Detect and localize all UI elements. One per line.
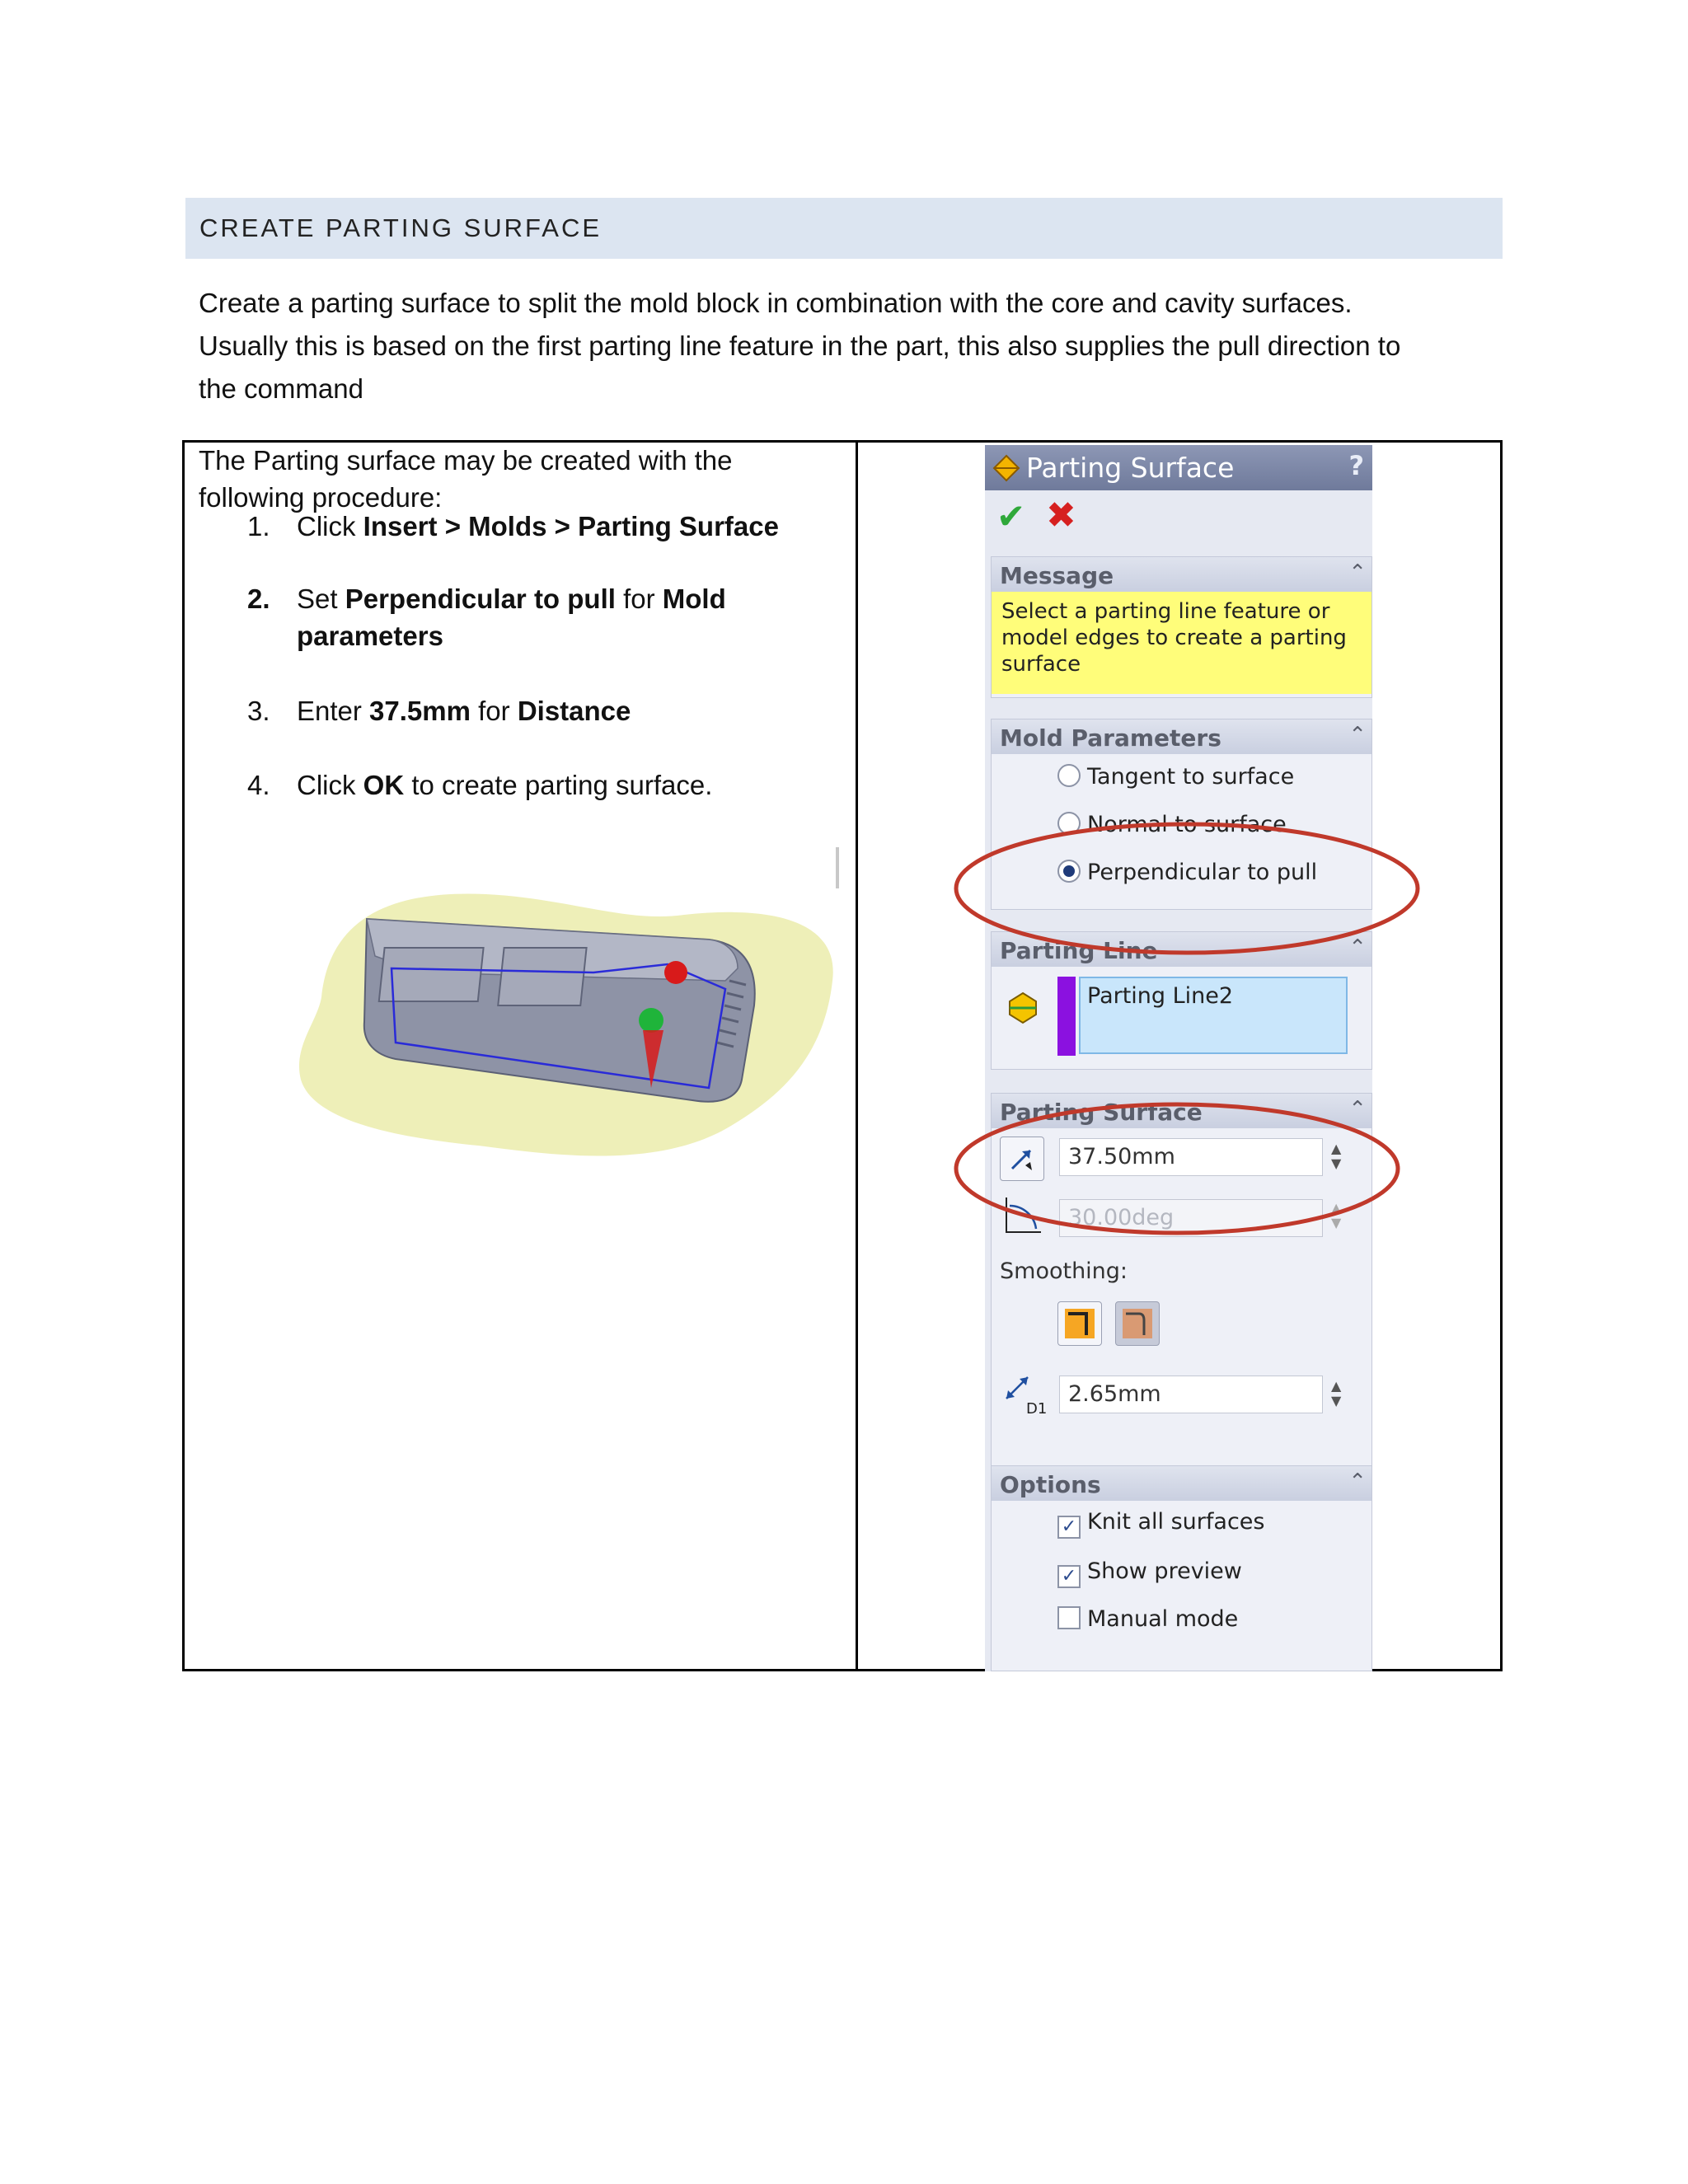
help-icon[interactable]: ? (1348, 450, 1364, 481)
red-marker (664, 961, 687, 984)
step-text (297, 508, 791, 545)
step-connector: for (470, 696, 518, 726)
selected-parting-line[interactable]: Parting Line2 (1087, 983, 1234, 1009)
group-name: Mold parameters (297, 583, 726, 651)
step-connector: for (615, 583, 663, 614)
d1-label: D1 (1026, 1400, 1048, 1418)
procedure-intro: The Parting surface may be created with the following procedure: (199, 445, 733, 513)
step-number: 2. (247, 583, 270, 614)
angle-spinner[interactable]: ▲ ▼ (1331, 1200, 1342, 1230)
radio-perpendicular-to-pull[interactable] (1057, 860, 1317, 885)
panel-title-bar (985, 445, 1372, 490)
message-group (991, 556, 1372, 698)
table-divider (856, 440, 858, 1671)
mold-part-illustration (297, 882, 841, 1187)
collapse-chevron-icon[interactable]: ⌃ (1348, 560, 1367, 585)
distance-value: 37.5mm (369, 696, 471, 726)
selection-color-bar (1057, 977, 1076, 1056)
group-title: Mold Parameters (1000, 724, 1221, 752)
distance-input[interactable]: 37.50mm (1059, 1138, 1323, 1176)
parting-surface-group (991, 1093, 1372, 1480)
intro-line-3: the command (199, 373, 363, 404)
parting-line-group (991, 931, 1372, 1070)
field-name: Distance (517, 696, 631, 726)
radio-normal-to-surface[interactable] (1057, 812, 1287, 837)
step-number: 4. (247, 770, 270, 800)
step-text (297, 766, 791, 804)
checkbox-manual-mode[interactable] (1057, 1606, 1238, 1632)
group-title: Options (1000, 1471, 1101, 1498)
radio-tangent-to-surface[interactable] (1057, 764, 1294, 790)
radio-button[interactable] (1057, 812, 1081, 835)
collapse-chevron-icon[interactable]: ⌃ (1348, 1097, 1367, 1122)
mold-parameters-header[interactable] (992, 719, 1372, 754)
parting-line-icon (1006, 991, 1039, 1024)
step-number: 1. (247, 511, 270, 541)
collapse-chevron-icon[interactable]: ⌃ (1348, 1469, 1367, 1494)
step-verb: Set (297, 583, 345, 614)
checkbox[interactable]: ✓ (1057, 1516, 1081, 1539)
green-marker (639, 1008, 663, 1033)
collapse-chevron-icon[interactable]: ⌃ (1348, 723, 1367, 748)
parting-line-header[interactable] (992, 932, 1372, 967)
reverse-direction-button[interactable] (1000, 1137, 1044, 1181)
group-title: Parting Line (1000, 937, 1158, 964)
intro-paragraph (199, 282, 1501, 410)
step-text (297, 692, 791, 729)
smoothing-distance-input[interactable]: 2.65mm (1059, 1376, 1323, 1413)
cancel-x-icon[interactable]: ✖ (1046, 494, 1076, 537)
intro-line-2: Usually this is based on the first parting line feature in the part, this also supplies the pull direction to (199, 330, 1401, 361)
angle-input[interactable]: 30.00deg (1059, 1199, 1323, 1237)
checkbox-label: Manual mode (1087, 1606, 1239, 1632)
group-title: Parting Surface (1000, 1099, 1203, 1126)
smoothing-spinner[interactable]: ▲ ▼ (1331, 1378, 1342, 1408)
smooth-smoothing-button[interactable] (1115, 1301, 1160, 1346)
distance-spinner[interactable]: ▲ ▼ (1331, 1141, 1342, 1171)
sharp-corner-icon (1058, 1302, 1101, 1345)
radio-label: Perpendicular to pull (1087, 860, 1318, 885)
options-header[interactable] (992, 1466, 1372, 1501)
distance-direction-icon (1001, 1137, 1043, 1180)
smooth-corner-icon (1116, 1302, 1159, 1345)
step-text (297, 580, 791, 654)
checkbox-label: Show preview (1087, 1558, 1242, 1584)
part-pocket-left (379, 948, 484, 1001)
message-group-header[interactable] (992, 557, 1372, 592)
panel-title: Parting Surface (1026, 452, 1235, 484)
step-verb: Click (297, 511, 363, 541)
parting-surface-property-manager (985, 445, 1372, 1671)
part-pocket-mid (498, 948, 586, 1005)
radio-button[interactable] (1057, 764, 1081, 787)
option-name: Perpendicular to pull (345, 583, 616, 614)
parting-surface-header[interactable] (992, 1094, 1372, 1128)
radio-label: Tangent to surface (1087, 764, 1295, 790)
angle-icon (1001, 1194, 1044, 1237)
collapse-chevron-icon[interactable]: ⌃ (1348, 935, 1367, 960)
radio-label: Normal to surface (1087, 812, 1287, 837)
step-tail: to create parting surface. (404, 770, 713, 800)
step-number: 3. (247, 696, 270, 726)
group-title: Message (1000, 562, 1114, 589)
checkbox-show-preview[interactable] (1057, 1558, 1242, 1588)
smoothing-label: Smoothing: (1000, 1258, 1128, 1284)
ok-check-icon[interactable]: ✔ (996, 496, 1026, 537)
radio-button-selected[interactable] (1057, 860, 1081, 883)
step-verb: Enter (297, 696, 370, 726)
intro-line-1: Create a parting surface to split the mold block in combination with the core and cavity surfaces. (199, 288, 1353, 318)
mold-parameters-group (991, 719, 1372, 910)
checkbox-knit-all-surfaces[interactable] (1057, 1509, 1264, 1539)
options-group (991, 1465, 1372, 1671)
step-verb: Click (297, 770, 363, 800)
parting-line-selection-box[interactable] (1079, 977, 1348, 1054)
checkbox[interactable]: ✓ (1057, 1565, 1081, 1588)
menu-path: Insert > Molds > Parting Surface (363, 511, 779, 541)
section-heading-band (185, 198, 1503, 259)
parting-surface-icon (992, 453, 1021, 483)
checkbox-label: Knit all surfaces (1087, 1509, 1265, 1535)
ok-word: OK (363, 770, 405, 800)
section-heading: CREATE PARTING SURFACE (199, 213, 603, 242)
sharp-smoothing-button[interactable] (1057, 1301, 1102, 1346)
message-text: Select a parting line feature or model edges to create a parting surface (992, 592, 1372, 694)
checkbox-unchecked[interactable] (1057, 1606, 1081, 1629)
